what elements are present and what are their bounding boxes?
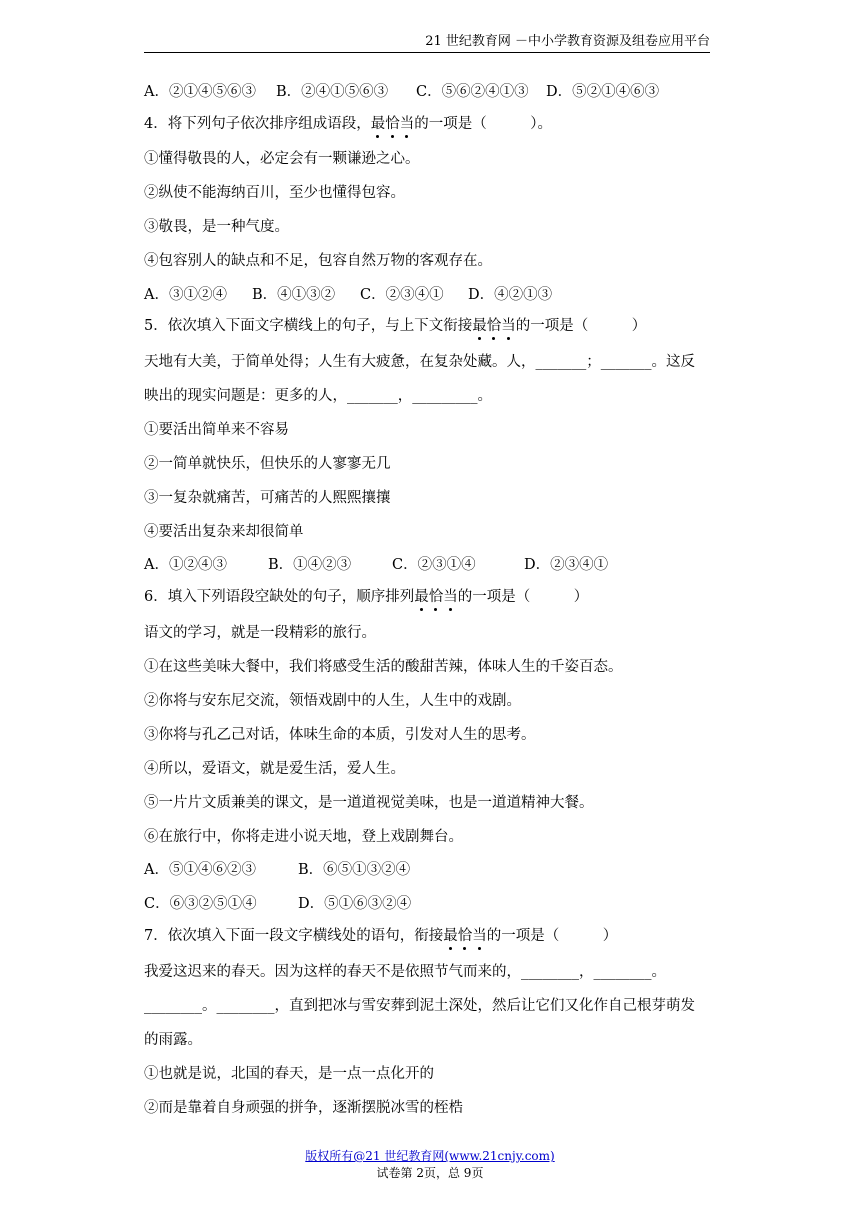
q4-sentence: ④包容别人的缺点和不足，包容自然万物的客观存在。 bbox=[144, 253, 492, 269]
q6-dot-char: 恰 bbox=[429, 586, 444, 608]
q5-dot-char: 最 bbox=[472, 315, 487, 337]
q7-stem-end: 的一项是（ ） bbox=[486, 928, 618, 944]
q6-options-row2 bbox=[144, 893, 411, 915]
q4-dot-char: 恰 bbox=[385, 113, 400, 135]
q4-dot-char: 当 bbox=[400, 113, 415, 135]
q7-stem-text: 7．依次填入下面一段文字横线处的语句，衔接 bbox=[144, 928, 444, 944]
q6-stem bbox=[144, 586, 588, 608]
q5-dot-char: 恰 bbox=[487, 315, 502, 337]
q4-dot-char: 最 bbox=[371, 113, 386, 135]
q5-sentence: ①要活出简单来不容易 bbox=[144, 422, 289, 438]
q6-stem-text: 6．填入下列语段空缺处的句子，顺序排列 bbox=[144, 589, 415, 605]
q3-options bbox=[144, 81, 659, 103]
q4-sentence: ②纵使不能海纳百川，至少也懂得包容。 bbox=[144, 185, 405, 201]
q6-stem-end: 的一项是（ ） bbox=[457, 589, 589, 605]
q7-passage-line: 我爱这迟来的春天。因为这样的春天不是依照节气而来的，________，________。 bbox=[144, 964, 666, 980]
q4-option-b: B．④①③② bbox=[252, 287, 336, 303]
q6-options-row1 bbox=[144, 859, 410, 881]
q4-sentence: ①懂得敬畏的人，必定会有一颗谦逊之心。 bbox=[144, 151, 420, 167]
q7-dot-char: 恰 bbox=[458, 925, 473, 947]
q4-option-c: C．②③④① bbox=[360, 287, 444, 303]
q6-line: ⑥在旅行中，你将走进小说天地，登上戏剧舞台。 bbox=[144, 829, 463, 845]
q4-options bbox=[144, 284, 552, 306]
q3-option-d: D．⑤②①④⑥③ bbox=[546, 84, 660, 100]
page-header bbox=[144, 32, 710, 53]
header-text: 21 世纪教育网 －中小学教育资源及组卷应用平台 bbox=[425, 34, 710, 49]
q5-passage-line: 天地有大美，于简单处得；人生有大疲惫，在复杂处藏。人，_______；_______。这反 bbox=[144, 354, 695, 370]
q6-line: ①在这些美味大餐中，我们将感受生活的酸甜苦辣，体味人生的千姿百态。 bbox=[144, 659, 623, 675]
q5-option-d: D．②③④① bbox=[524, 557, 609, 573]
q6-line: 语文的学习，就是一段精彩的旅行。 bbox=[144, 625, 376, 641]
q6-option-d: D．⑤①⑥③②④ bbox=[298, 896, 412, 912]
q5-sentence: ③一复杂就痛苦，可痛苦的人熙熙攘攘 bbox=[144, 490, 391, 506]
q5-option-c: C．②③①④ bbox=[392, 557, 476, 573]
q6-line: ③你将与孔乙己对话，体味生命的本质，引发对人生的思考。 bbox=[144, 727, 536, 743]
q4-option-a: A．③①②④ bbox=[144, 287, 227, 303]
q5-dot-char: 当 bbox=[501, 315, 516, 337]
q6-line: ④所以，爱语文，就是爱生活，爱人生。 bbox=[144, 761, 405, 777]
q3-option-a: A．②①④⑤⑥③ bbox=[144, 84, 256, 100]
q7-passage-line: 的雨露。 bbox=[144, 1032, 202, 1048]
q3-option-c: C．⑤⑥②④①③ bbox=[416, 84, 529, 100]
q5-option-b: B．①④②③ bbox=[268, 557, 352, 573]
q7-dot-char: 最 bbox=[443, 925, 458, 947]
q6-line: ⑤一片片文质兼美的课文，是一道道视觉美味，也是一道道精神大餐。 bbox=[144, 795, 594, 811]
footer-page-number: 试卷第 2页，总 9页 bbox=[376, 1166, 484, 1180]
q4-stem-text: 4．将下列句子依次排序组成语段， bbox=[144, 116, 371, 132]
q7-sentence: ②而是靠着自身顽强的拼争，逐渐摆脱冰雪的桎梏 bbox=[144, 1100, 463, 1116]
q4-sentence: ③敬畏，是一种气度。 bbox=[144, 219, 289, 235]
q6-dot-char: 当 bbox=[443, 586, 458, 608]
copyright-link[interactable]: 版权所有@21 世纪教育网(www.21cnjy.com) bbox=[305, 1149, 555, 1163]
q7-passage-line: ________。________，直到把冰与雪安葬到泥土深处，然后让它们又化作自己根芽萌发 bbox=[144, 998, 695, 1014]
q5-stem-end: 的一项是（ ） bbox=[515, 318, 647, 334]
q6-option-a: A．⑤①④⑥②③ bbox=[144, 862, 256, 878]
footer-copyright bbox=[0, 1147, 860, 1164]
q5-options bbox=[144, 554, 608, 576]
q7-dot-char: 当 bbox=[472, 925, 487, 947]
q5-sentence: ④要活出复杂来却很简单 bbox=[144, 524, 304, 540]
q4-stem bbox=[144, 113, 552, 135]
q7-stem bbox=[144, 925, 617, 947]
q5-stem-text: 5．依次填入下面文字横线上的句子，与上下文衔接 bbox=[144, 318, 473, 334]
q6-option-b: B．⑥⑤①③②④ bbox=[298, 862, 411, 878]
q6-dot-char: 最 bbox=[414, 586, 429, 608]
q5-passage-line: 映出的现实问题是：更多的人，_______，_________。 bbox=[144, 388, 492, 404]
q6-line: ②你将与安东尼交流，领悟戏剧中的人生，人生中的戏剧。 bbox=[144, 693, 521, 709]
q4-option-d: D．④②①③ bbox=[468, 287, 553, 303]
q5-sentence: ②一简单就快乐，但快乐的人寥寥无几 bbox=[144, 456, 391, 472]
q4-stem-end: 的一项是（ ）。 bbox=[414, 116, 552, 132]
q7-sentence: ①也就是说，北国的春天，是一点一点化开的 bbox=[144, 1066, 434, 1082]
q6-option-c: C．⑥③②⑤①④ bbox=[144, 896, 257, 912]
q5-option-a: A．①②④③ bbox=[144, 557, 227, 573]
q5-stem bbox=[144, 315, 646, 337]
q3-option-b: B．②④①⑤⑥③ bbox=[276, 84, 389, 100]
